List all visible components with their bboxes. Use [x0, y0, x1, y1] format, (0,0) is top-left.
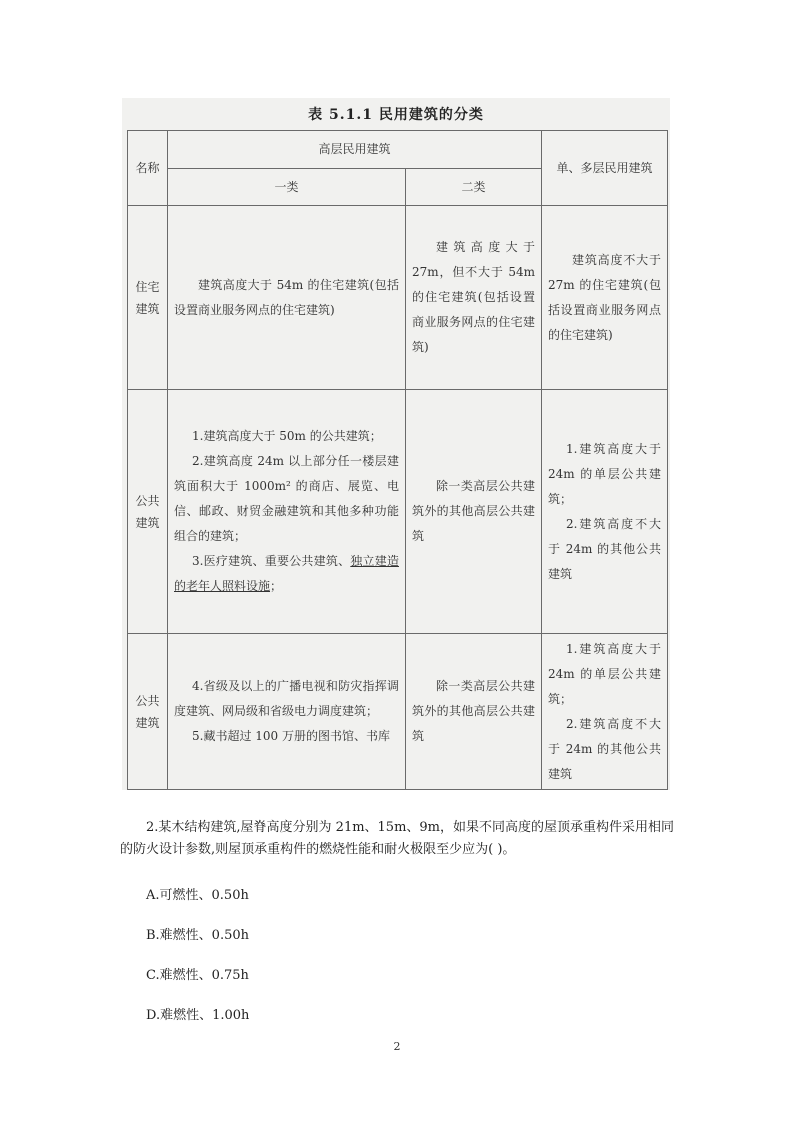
table-row-public-1: [128, 390, 668, 634]
question-text: 2.某木结构建筑,屋脊高度分别为 21m、15m、9m，如果不同高度的屋顶承重构件采用相同的防火设计参数,则屋顶承重构件的燃烧性能和耐火极限至少应为( )。: [120, 820, 675, 857]
list-item: 1.建筑高度大于 24m 的单层公共建筑；: [548, 441, 662, 506]
list-item: 5.藏书超过 100 万册的图书馆、书库: [192, 729, 390, 743]
option-c: C.难燃性、0.75h: [146, 968, 249, 983]
option-d: D.难燃性、1.00h: [146, 1008, 250, 1023]
row-name-public-1: 公共 建筑: [128, 390, 168, 634]
row-name-public-2: 公共 建筑: [128, 634, 168, 790]
option-a: A.可燃性、0.50h: [146, 888, 249, 903]
header-high-rise: 高层民用建筑: [168, 131, 542, 169]
header-name-cell: [128, 131, 168, 206]
public-2-low-rise: [542, 634, 668, 790]
public-1-low-rise: [542, 390, 668, 634]
header-class-1: 一类: [168, 169, 406, 206]
underlined-text: 独立建造的老年人照料设施: [174, 554, 399, 593]
header-low-rise: 单、多层民用建筑: [542, 131, 668, 206]
list-item: 2.建筑高度不大于 24m 的其他公共建筑: [548, 716, 662, 781]
question-stem: [120, 817, 680, 861]
public-2-class-2: 除一类高层公共建筑外的其他高层公共建筑: [406, 634, 542, 790]
building-classification-table: [127, 130, 668, 790]
residential-class-2: 建筑高度大于 27m，但不大于 54m 的住宅建筑(包括设置商业服务网点的住宅建筑): [406, 206, 542, 390]
table-caption: 表 5.1.1 民用建筑的分类: [308, 107, 484, 123]
table-image: [122, 98, 670, 790]
residential-low-rise: 建筑高度不大于 27m 的住宅建筑(包括设置商业服务网点的住宅建筑): [542, 206, 668, 390]
table-row-public-2: [128, 634, 668, 790]
header-row-1: [128, 131, 668, 169]
option-b: B.难燃性、0.50h: [146, 928, 250, 943]
list-item: 4.省级及以上的广播电视和防灾指挥调度建筑、网局级和省级电力调度建筑；: [174, 679, 399, 718]
list-item: 3.医疗建筑、重要公共建筑、独立建造的老年人照料设施；: [174, 554, 399, 593]
public-1-class-2: 除一类高层公共建筑外的其他高层公共建筑: [406, 390, 542, 634]
header-class-2: 二类: [406, 169, 542, 206]
public-1-class-1: [168, 390, 406, 634]
table-row-residential: [128, 206, 668, 390]
list-item: 2.建筑高度 24m 以上部分任一楼层建筑面积大于 1000m² 的商店、展览、电信、邮政、财贸金融建筑和其他多种功能组合的建筑；: [174, 454, 399, 543]
page-number: 2: [393, 1040, 401, 1053]
list-item: 2.建筑高度不大于 24m 的其他公共建筑: [548, 516, 662, 581]
residential-class-1: 建筑高度大于 54m 的住宅建筑(包括设置商业服务网点的住宅建筑): [168, 206, 406, 390]
public-2-class-1: [168, 634, 406, 790]
header-name: 名称: [135, 161, 160, 175]
list-item: 1.建筑高度大于 50m 的公共建筑；: [192, 429, 382, 443]
list-item: 1.建筑高度大于 24m 的单层公共建筑；: [548, 641, 662, 706]
row-name-residential: 住宅 建筑: [128, 206, 168, 390]
